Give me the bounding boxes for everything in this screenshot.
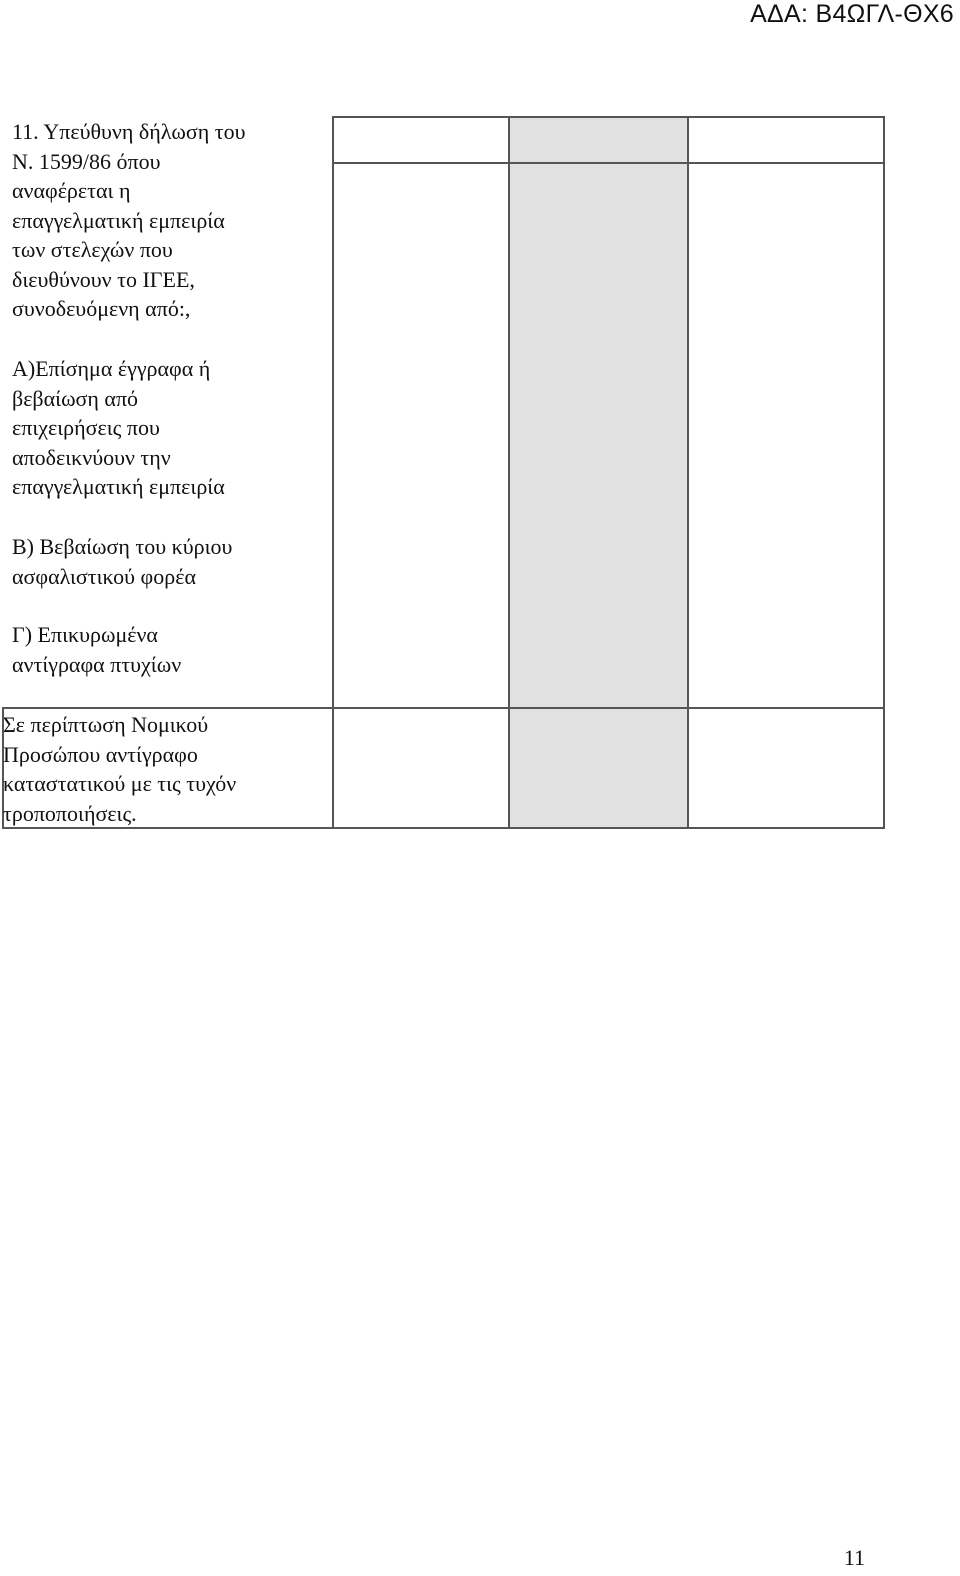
text-line: 11. Υπεύθυνη δήλωση του [12,119,246,144]
text-line: Προσώπου αντίγραφο [3,741,198,767]
table-border-right [883,116,885,828]
item-11-text [12,117,330,324]
text-line: επαγγελματική εμπειρία [12,207,225,233]
text-line: καταστατικού με τις τυχόν [3,771,237,796]
item-11-c-text [12,620,330,679]
text-line: Β) Βεβαίωση του κύριου [12,534,233,559]
shaded-column [509,117,687,828]
legal-entity-text [3,710,329,828]
text-line: Ν. 1599/86 όπου [12,148,161,174]
table-col-divider-2 [508,116,510,828]
table-border-top [332,116,885,118]
ada-header: ΑΔΑ: Β4ΩΓΛ-ΘΧ6 [750,0,954,28]
text-line: Σε περίπτωση Νομικού [3,712,209,737]
text-line: διευθύνουν το ΙΓΕΕ, [12,266,195,292]
text-line: αναφέρεται η [12,178,131,203]
text-line: συνοδευόμενη από:, [12,296,191,321]
text-line: αποδεικνύουν την [12,444,171,470]
table-col-divider-1 [332,116,334,828]
text-line: ασφαλιστικού φορέα [12,563,196,589]
text-line: βεβαίωση από [12,385,139,411]
text-line: τροποποιήσεις. [3,800,137,826]
text-line: επιχειρήσεις που [12,415,160,440]
table-row-divider-1 [332,162,885,164]
page-number: 11 [843,1545,865,1570]
text-line: Γ) Επικυρωμένα [12,622,158,647]
item-11-b-text [12,532,330,591]
text-line: των στελεχών που [12,237,173,262]
text-line: Α)Επίσημα έγγραφα ή [12,356,211,381]
item-11-a-text [12,354,330,502]
table-row-divider-2 [2,707,885,709]
text-line: επαγγελματική εμπειρία [12,474,225,499]
table-col-divider-3 [687,116,689,828]
text-line: αντίγραφα πτυχίων [12,651,182,677]
